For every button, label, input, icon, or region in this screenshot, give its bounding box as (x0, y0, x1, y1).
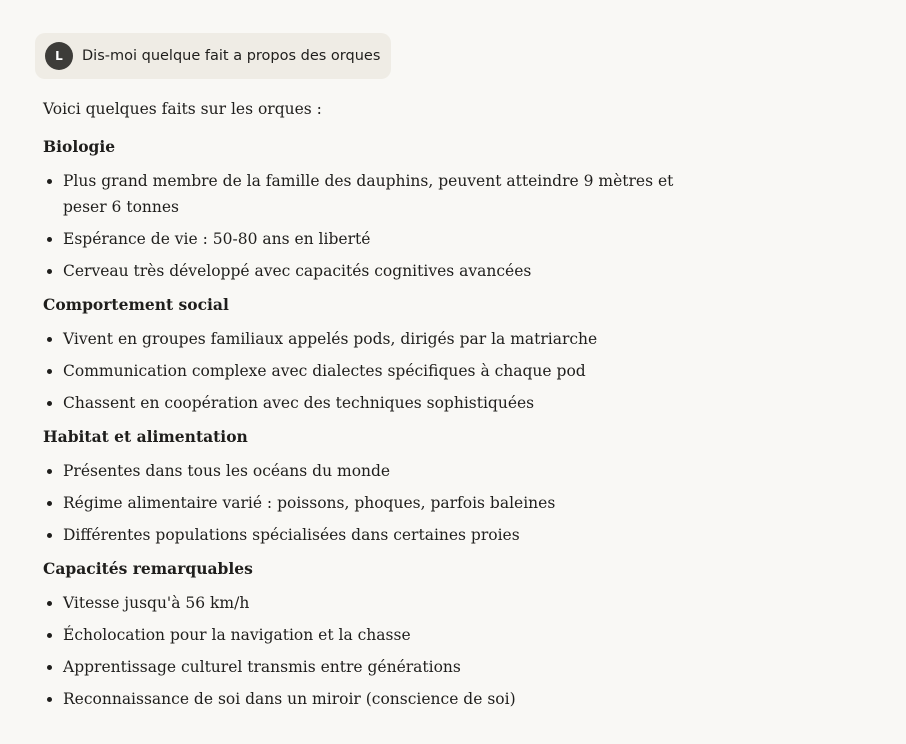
list-item: • Chassent en coopération avec des techniques sophistiquées (63, 390, 693, 416)
section-heading-comportement-social: Comportement social (43, 295, 229, 314)
list-item: • Vivent en groupes familiaux appelés pods, dirigés par la matriarche (63, 326, 693, 352)
list-item: • Plus grand membre de la famille des dauphins, peuvent atteindre 9 mètres et peser 6 tonnes (63, 168, 693, 220)
user-avatar: L (45, 42, 73, 70)
section-list-biologie (43, 168, 693, 284)
section-list-habitat-alimentation (43, 458, 693, 548)
list-item: • Apprentissage culturel transmis entre générations (63, 654, 693, 680)
list-item: • Vitesse jusqu'à 56 km/h (63, 590, 693, 616)
list-item: • Régime alimentaire varié : poissons, phoques, parfois baleines (63, 490, 693, 516)
section-heading-capacites-remarquables: Capacités remarquables (43, 559, 253, 578)
list-item: • Écholocation pour la navigation et la chasse (63, 622, 693, 648)
section-heading-biologie: Biologie (43, 137, 116, 156)
assistant-response (43, 96, 693, 720)
list-item: • Différentes populations spécialisées dans certaines proies (63, 522, 693, 548)
section-list-capacites-remarquables (43, 590, 693, 712)
list-item: • Reconnaissance de soi dans un miroir (conscience de soi) (63, 686, 693, 712)
user-message-bubble (35, 33, 391, 79)
response-intro: Voici quelques faits sur les orques : (43, 100, 322, 118)
list-item: • Espérance de vie : 50-80 ans en liberté (63, 226, 693, 252)
section-heading-habitat-alimentation: Habitat et alimentation (43, 427, 248, 446)
list-item: • Communication complexe avec dialectes spécifiques à chaque pod (63, 358, 693, 384)
section-list-comportement-social (43, 326, 693, 416)
list-item: • Présentes dans tous les océans du monde (63, 458, 693, 484)
list-item: • Cerveau très développé avec capacités cognitives avancées (63, 258, 693, 284)
user-message-text: Dis-moi quelque fait a propos des orques (82, 48, 381, 64)
